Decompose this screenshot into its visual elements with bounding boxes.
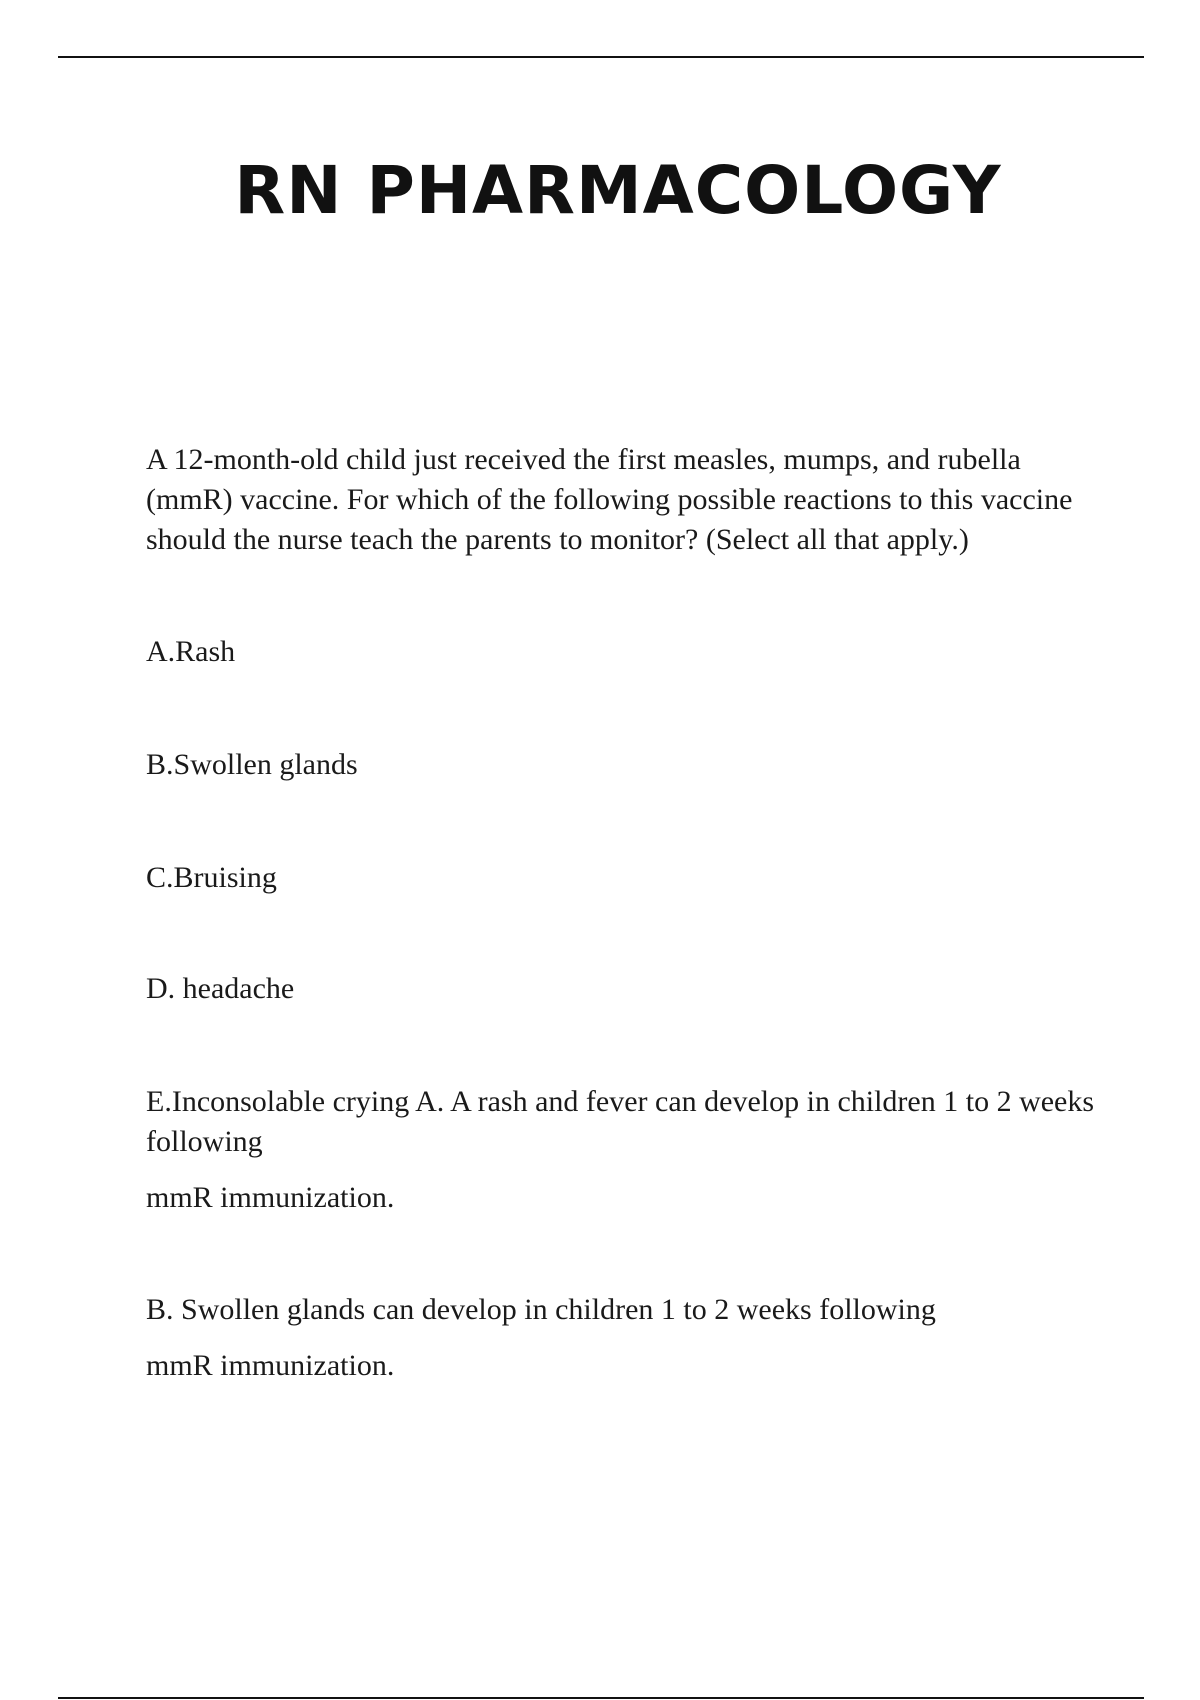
option-a: A.Rash <box>146 635 236 668</box>
option-e: E.Inconsolable crying A. A rash and fever can develop in children 1 to 2 weeks following <box>146 1085 1095 1158</box>
answer-a-continuation: mmR immunization. <box>146 1181 395 1214</box>
answer-b-line-2: mmR immunization. <box>146 1349 395 1382</box>
document-body <box>146 440 1106 1386</box>
answer-b-line-1: B. Swollen glands can develop in children 1 to 2 weeks following <box>146 1293 936 1326</box>
question-text: A 12-month-old child just received the first measles, mumps, and rubella (mmR) vaccine. For which of the following possible reactions to this vaccine should the nurse teach the parents to monitor? (Select all that apply.) <box>146 443 1073 556</box>
bottom-rule <box>58 1697 1144 1699</box>
top-rule <box>58 56 1144 58</box>
option-b: B.Swollen glands <box>146 748 358 781</box>
option-c: C.Bruising <box>146 861 277 894</box>
document-title: RN PHARMACOLOGY <box>234 152 1002 229</box>
option-d: D. headache <box>146 972 295 1005</box>
